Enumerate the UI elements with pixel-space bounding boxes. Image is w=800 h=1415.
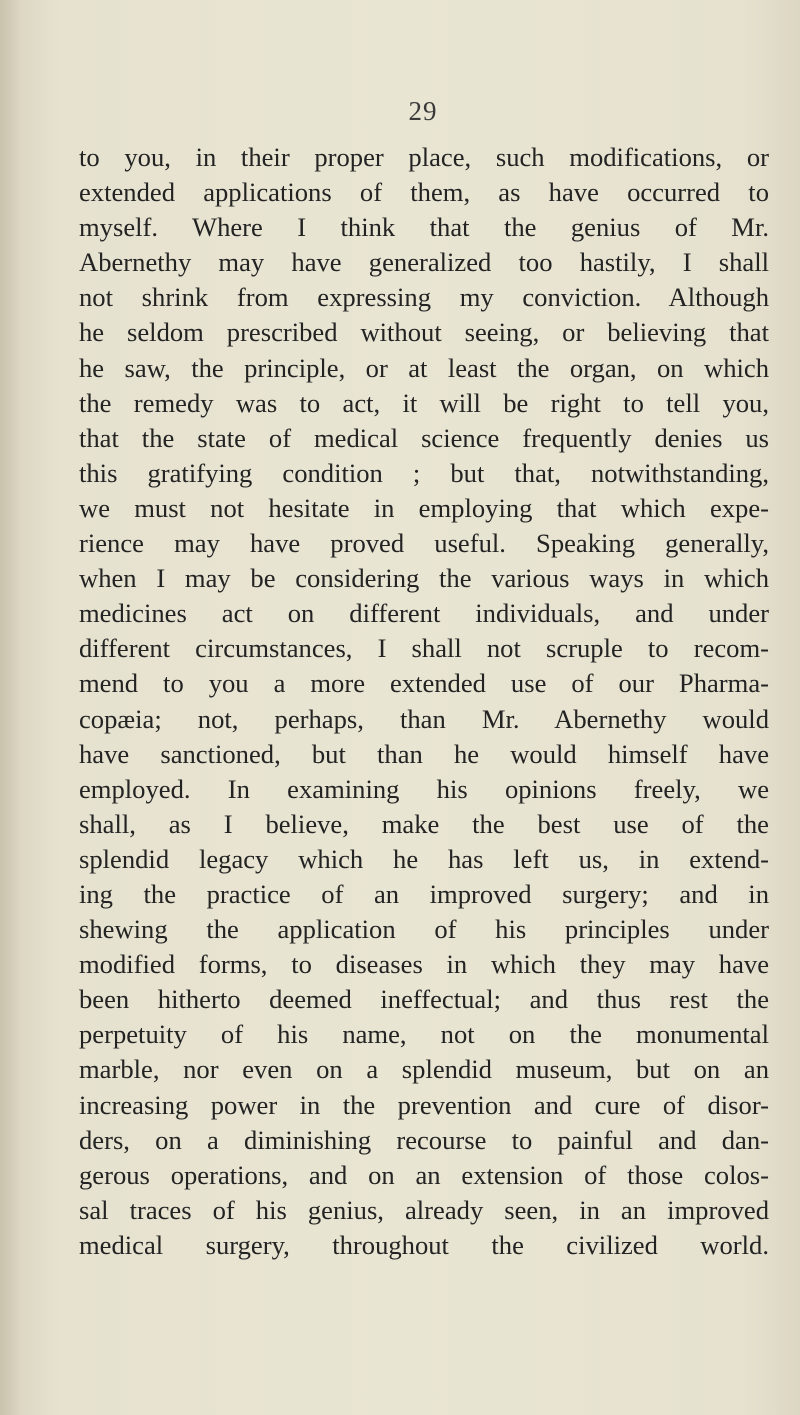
text-line: splendid legacy which he has left us, in extend- <box>79 843 769 874</box>
text-line: increasing power in the prevention and cure of disor- <box>79 1089 769 1120</box>
text-line: extended applications of them, as have occurred to <box>79 177 769 208</box>
text-line: mend to you a more extended use of our Pharma- <box>79 668 769 699</box>
page-number: 29 <box>408 96 438 126</box>
text-line: copæia; not, perhaps, than Mr. Abernethy would <box>79 703 769 734</box>
text-line: that the state of medical science frequently denies us <box>79 422 769 453</box>
text-line: employed. In examining his opinions freely, we <box>79 773 769 804</box>
text-line: gerous operations, and on an extension of those colos- <box>79 1159 769 1190</box>
text-line: the remedy was to act, it will be right to tell you, <box>79 387 769 418</box>
text-line: he saw, the principle, or at least the organ, on which <box>79 352 769 383</box>
text-line: different circumstances, I shall not scruple to recom- <box>79 633 769 664</box>
text-line: medical surgery, throughout the civilized world. <box>79 1229 769 1260</box>
text-line: shall, as I believe, make the best use of the <box>79 808 769 839</box>
text-line: modified forms, to diseases in which they may have <box>79 949 769 980</box>
text-line: this gratifying condition ; but that, notwithstanding, <box>79 457 769 488</box>
text-line: medicines act on different individuals, and under <box>79 598 769 629</box>
text-line: shewing the application of his principles under <box>79 914 769 945</box>
text-line: marble, nor even on a splendid museum, but on an <box>79 1054 769 1085</box>
text-line: not shrink from expressing my conviction. Although <box>79 282 769 313</box>
text-line: myself. Where I think that the genius of Mr. <box>79 212 769 243</box>
text-line: rience may have proved useful. Speaking generally, <box>79 528 769 559</box>
text-line: sal traces of his genius, already seen, in an improved <box>79 1194 769 1225</box>
text-line: ders, on a diminishing recourse to painful and dan- <box>79 1124 769 1155</box>
text-line: Abernethy may have generalized too hastily, I shall <box>79 247 769 278</box>
body-text <box>79 140 769 1263</box>
text-line: to you, in their proper place, such modifications, or <box>79 142 769 172</box>
text-line: perpetuity of his name, not on the monumental <box>79 1019 769 1050</box>
text-line: have sanctioned, but than he would himself have <box>79 738 769 769</box>
text-line: he seldom prescribed without seeing, or believing that <box>79 317 769 348</box>
text-line: when I may be considering the various ways in which <box>79 563 769 594</box>
text-line: we must not hesitate in employing that which expe- <box>79 492 769 523</box>
text-line: ing the practice of an improved surgery; and in <box>79 878 769 909</box>
text-line: been hitherto deemed ineffectual; and thus rest the <box>79 984 769 1015</box>
